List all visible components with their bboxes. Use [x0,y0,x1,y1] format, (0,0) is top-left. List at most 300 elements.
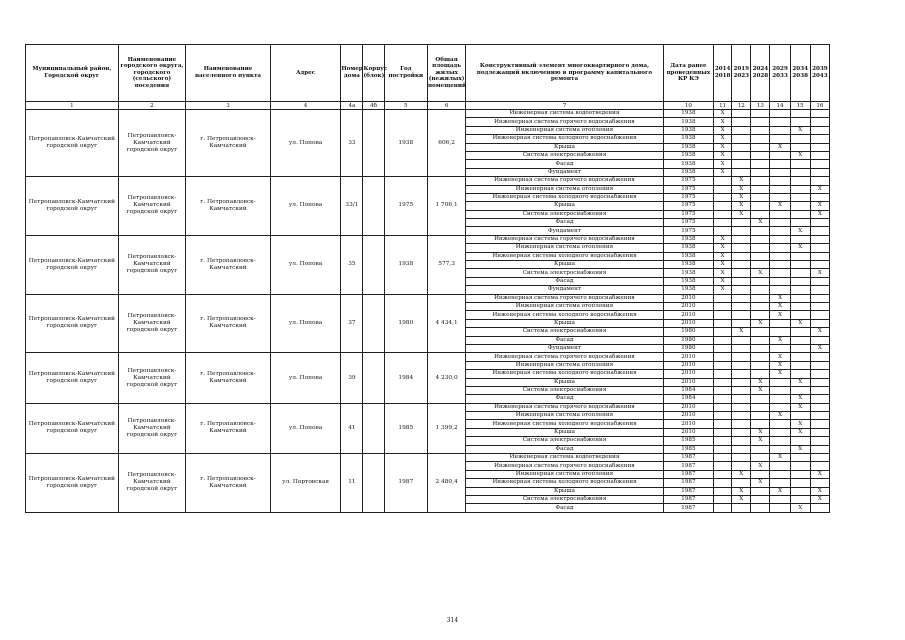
house-number-cell: 35 [341,235,363,294]
period-mark-cell: X [714,252,732,260]
period-mark-cell: X [810,495,829,503]
period-mark-cell [810,319,829,327]
period-mark-cell [732,336,751,344]
period-mark-cell: X [770,202,790,210]
period-mark-cell: X [770,454,790,462]
period-mark-cell [732,403,751,411]
period-mark-cell [810,403,829,411]
period-mark-cell [751,395,770,403]
previous-date-cell: 1987 [663,487,713,495]
period-mark-cell [714,319,732,327]
period-mark-cell: X [770,336,790,344]
element-name-cell: Система электроснабжения [466,386,663,394]
period-mark-cell [810,219,829,227]
period-mark-cell: X [770,294,790,302]
previous-date-cell: 1938 [663,118,713,126]
element-name-cell: Инженерная система холодного водоснабжения [466,252,663,260]
period-mark-cell [790,177,810,185]
header-element: Конструктивный элемент многоквартирного дома, подлежащий включению в программу капитального ремонта [466,45,663,102]
period-mark-cell [732,504,751,512]
period-mark-cell: X [790,504,810,512]
element-name-cell: Инженерная система горячего водоснабжения [466,118,663,126]
period-mark-cell [810,151,829,159]
korpus-cell [363,235,384,294]
element-name-cell: Инженерная система отопления [466,185,663,193]
period-mark-cell [751,168,770,176]
period-mark-cell: X [732,495,751,503]
period-mark-cell [751,294,770,302]
header-locality: Наименование населенного пункта [186,45,271,102]
period-mark-cell [751,277,770,285]
locality-cell: г. Петропавловск-Камчатский [186,235,271,294]
street-cell: ул. Попова [270,177,341,236]
period-mark-cell [790,286,810,294]
period-mark-cell: X [790,319,810,327]
period-mark-cell [732,353,751,361]
table-row [26,294,830,302]
column-number-row [26,102,830,110]
period-mark-cell: X [790,227,810,235]
period-mark-cell [790,160,810,168]
period-mark-cell [751,252,770,260]
period-mark-cell [770,378,790,386]
period-mark-cell [790,202,810,210]
previous-date-cell: 1985 [663,437,713,445]
period-mark-cell [732,302,751,310]
previous-date-cell: 2010 [663,311,713,319]
period-mark-cell [732,235,751,243]
period-mark-cell [732,168,751,176]
period-mark-cell [770,118,790,126]
settlement-cell: Петропавловск-Камчатский городской округ [118,454,186,513]
period-mark-cell [770,420,790,428]
header-district: Муниципальный район, Городской округ [26,45,119,102]
header-period: 2034 2038 [790,45,810,102]
period-mark-cell [770,151,790,159]
previous-date-cell: 1985 [663,445,713,453]
previous-date-cell: 1938 [663,244,713,252]
period-mark-cell [770,244,790,252]
year-built-cell: 1980 [384,294,427,353]
column-number: 2 [118,102,186,110]
period-mark-cell [714,328,732,336]
previous-date-cell: 1938 [663,143,713,151]
period-mark-cell [790,261,810,269]
period-mark-cell: X [770,487,790,495]
previous-date-cell: 1938 [663,135,713,143]
house-number-cell: 33/1 [341,177,363,236]
district-cell: Петропавловск-Камчатский городской округ [26,403,119,453]
header-area: Общая площадь жилых (нежилых) помещений [427,45,465,102]
period-mark-cell [751,135,770,143]
period-mark-cell [714,185,732,193]
period-mark-cell [770,395,790,403]
period-mark-cell: X [732,328,751,336]
period-mark-cell [732,445,751,453]
period-mark-cell: X [714,143,732,151]
period-mark-cell [751,286,770,294]
period-mark-cell [790,269,810,277]
period-mark-cell: X [810,269,829,277]
column-number: 15 [790,102,810,110]
period-mark-cell: X [810,470,829,478]
period-mark-cell [732,261,751,269]
period-mark-cell [810,286,829,294]
korpus-cell [363,177,384,236]
previous-date-cell: 1975 [663,227,713,235]
previous-date-cell: 1984 [663,386,713,394]
district-cell: Петропавловск-Камчатский городской округ [26,177,119,236]
period-mark-cell [751,403,770,411]
period-mark-cell [714,311,732,319]
period-mark-cell [732,370,751,378]
house-number-cell: 33 [341,110,363,177]
period-mark-cell [714,420,732,428]
period-mark-cell [751,445,770,453]
previous-date-cell: 2010 [663,378,713,386]
previous-date-cell: 1987 [663,470,713,478]
area-cell: 4 434,1 [427,294,465,353]
period-mark-cell [732,219,751,227]
element-name-cell: Система электроснабжения [466,210,663,218]
period-mark-cell [714,428,732,436]
period-mark-cell [810,244,829,252]
period-mark-cell [790,185,810,193]
previous-date-cell: 2010 [663,370,713,378]
element-name-cell: Инженерная система горячего водоснабжения [466,177,663,185]
period-mark-cell: X [714,235,732,243]
period-mark-cell [751,336,770,344]
period-mark-cell [714,202,732,210]
period-mark-cell [732,135,751,143]
period-mark-cell [790,193,810,201]
element-name-cell: Крыша [466,143,663,151]
header-address: Адрес [270,45,341,102]
element-name-cell: Фундамент [466,286,663,294]
previous-date-cell: 1987 [663,504,713,512]
period-mark-cell [732,428,751,436]
period-mark-cell [810,302,829,310]
period-mark-cell [810,462,829,470]
period-mark-cell: X [714,168,732,176]
locality-cell: г. Петропавловск-Камчатский [186,110,271,177]
period-mark-cell: X [810,328,829,336]
period-mark-cell [810,193,829,201]
previous-date-cell: 1938 [663,252,713,260]
period-mark-cell [770,277,790,285]
element-name-cell: Инженерная система отопления [466,412,663,420]
period-mark-cell [790,454,810,462]
period-mark-cell: X [714,151,732,159]
period-mark-cell [714,336,732,344]
period-mark-cell [770,269,790,277]
settlement-cell: Петропавловск-Камчатский городской округ [118,110,186,177]
period-mark-cell [751,370,770,378]
period-mark-cell [732,227,751,235]
period-mark-cell [790,437,810,445]
period-mark-cell: X [810,344,829,352]
element-name-cell: Инженерная система горячего водоснабжения [466,294,663,302]
period-mark-cell [810,261,829,269]
period-mark-cell: X [714,269,732,277]
period-mark-cell: X [770,370,790,378]
period-mark-cell [770,328,790,336]
period-mark-cell [790,412,810,420]
period-mark-cell [732,160,751,168]
element-name-cell: Фасад [466,160,663,168]
column-number: 6 [427,102,465,110]
period-mark-cell [810,361,829,369]
year-built-cell: 1938 [384,110,427,177]
korpus-cell [363,294,384,353]
period-mark-cell [751,143,770,151]
period-mark-cell [732,479,751,487]
element-name-cell: Крыша [466,319,663,327]
house-number-cell: 39 [341,353,363,403]
element-name-cell: Инженерная система водоотведения [466,454,663,462]
period-mark-cell [751,160,770,168]
period-mark-cell: X [732,202,751,210]
period-mark-cell: X [714,110,732,118]
previous-date-cell: 2010 [663,353,713,361]
table-row [26,110,830,118]
period-mark-cell [810,135,829,143]
period-mark-cell [810,395,829,403]
period-mark-cell [714,462,732,470]
period-mark-cell: X [751,319,770,327]
previous-date-cell: 1938 [663,160,713,168]
header-house-number: Номер дома [341,45,363,102]
period-mark-cell [751,412,770,420]
capital-repair-table [25,44,830,513]
period-mark-cell [810,126,829,134]
settlement-cell: Петропавловск-Камчатский городской округ [118,353,186,403]
previous-date-cell: 1987 [663,462,713,470]
element-name-cell: Система электроснабжения [466,328,663,336]
previous-date-cell: 1975 [663,193,713,201]
previous-date-cell: 1938 [663,277,713,285]
period-mark-cell [790,168,810,176]
previous-date-cell: 1987 [663,479,713,487]
element-name-cell: Система электроснабжения [466,151,663,159]
period-mark-cell: X [751,462,770,470]
korpus-cell [363,353,384,403]
period-mark-cell [714,378,732,386]
period-mark-cell [810,177,829,185]
element-name-cell: Инженерная система отопления [466,126,663,134]
period-mark-cell [714,395,732,403]
street-cell: ул. Попова [270,294,341,353]
element-name-cell: Фундамент [466,344,663,352]
period-mark-cell [714,487,732,495]
previous-date-cell: 1938 [663,168,713,176]
period-mark-cell [751,193,770,201]
previous-date-cell: 1938 [663,151,713,159]
previous-date-cell: 1987 [663,454,713,462]
element-name-cell: Фундамент [466,168,663,176]
period-mark-cell [751,261,770,269]
period-mark-cell [732,269,751,277]
period-mark-cell: X [770,311,790,319]
period-mark-cell [810,252,829,260]
element-name-cell: Система электроснабжения [466,495,663,503]
period-mark-cell [810,311,829,319]
period-mark-cell [790,336,810,344]
column-number: 14 [770,102,790,110]
element-name-cell: Фасад [466,336,663,344]
column-number: 11 [714,102,732,110]
period-mark-cell [732,252,751,260]
period-mark-cell [732,311,751,319]
period-mark-cell [810,235,829,243]
period-mark-cell [732,118,751,126]
period-mark-cell [810,445,829,453]
period-mark-cell [770,403,790,411]
period-mark-cell [751,487,770,495]
header-row [26,45,830,102]
year-built-cell: 1938 [384,235,427,294]
period-mark-cell [751,126,770,134]
period-mark-cell [714,227,732,235]
period-mark-cell: X [732,487,751,495]
period-mark-cell [714,294,732,302]
period-mark-cell: X [751,219,770,227]
period-mark-cell [714,437,732,445]
header-korpus: Корпус (блок) [363,45,384,102]
period-mark-cell [810,386,829,394]
period-mark-cell [790,252,810,260]
house-number-cell: 41 [341,403,363,453]
period-mark-cell [732,277,751,285]
previous-date-cell: 1938 [663,261,713,269]
year-built-cell: 1975 [384,177,427,236]
period-mark-cell [810,437,829,445]
area-cell: 4 230,0 [427,353,465,403]
period-mark-cell [732,361,751,369]
previous-date-cell: 1975 [663,202,713,210]
element-name-cell: Инженерная система горячего водоснабжения [466,235,663,243]
period-mark-cell [810,168,829,176]
period-mark-cell [810,353,829,361]
element-name-cell: Инженерная система холодного водоснабжения [466,420,663,428]
period-mark-cell [714,177,732,185]
korpus-cell [363,110,384,177]
period-mark-cell [751,504,770,512]
header-period: 2019 2023 [732,45,751,102]
period-mark-cell [732,319,751,327]
period-mark-cell [790,219,810,227]
period-mark-cell [714,504,732,512]
period-mark-cell: X [770,353,790,361]
period-mark-cell [770,504,790,512]
period-mark-cell [790,495,810,503]
previous-date-cell: 2010 [663,428,713,436]
period-mark-cell: X [810,185,829,193]
district-cell: Петропавловск-Камчатский городской округ [26,294,119,353]
period-mark-cell [732,386,751,394]
element-name-cell: Крыша [466,428,663,436]
area-cell: 577,3 [427,235,465,294]
header-settlement: Наименование городского округа, городского (сельского) поседения [118,45,186,102]
period-mark-cell [714,219,732,227]
period-mark-cell: X [751,378,770,386]
period-mark-cell [751,227,770,235]
previous-date-cell: 1980 [663,328,713,336]
table-row [26,235,830,243]
period-mark-cell [714,454,732,462]
period-mark-cell [751,202,770,210]
period-mark-cell [790,328,810,336]
period-mark-cell [790,110,810,118]
period-mark-cell [790,235,810,243]
column-number: 4б [363,102,384,110]
element-name-cell: Инженерная система отопления [466,470,663,478]
period-mark-cell: X [714,286,732,294]
period-mark-cell [770,319,790,327]
column-number: 16 [810,102,829,110]
period-mark-cell [714,370,732,378]
period-mark-cell [751,210,770,218]
period-mark-cell [770,437,790,445]
period-mark-cell: X [790,445,810,453]
period-mark-cell: X [732,470,751,478]
period-mark-cell [790,479,810,487]
period-mark-cell [810,370,829,378]
period-mark-cell: X [770,143,790,151]
period-mark-cell [770,219,790,227]
element-name-cell: Крыша [466,202,663,210]
previous-date-cell: 1938 [663,126,713,134]
period-mark-cell [770,252,790,260]
period-mark-cell [810,412,829,420]
period-mark-cell [751,344,770,352]
column-number: 10 [663,102,713,110]
previous-date-cell: 1975 [663,177,713,185]
year-built-cell: 1985 [384,403,427,453]
locality-cell: г. Петропавловск-Камчатский [186,353,271,403]
period-mark-cell [770,110,790,118]
period-mark-cell [770,344,790,352]
period-mark-cell: X [714,160,732,168]
element-name-cell: Инженерная система холодного водоснабжения [466,370,663,378]
street-cell: ул. Попова [270,353,341,403]
period-mark-cell [751,328,770,336]
period-mark-cell: X [790,126,810,134]
previous-date-cell: 1938 [663,286,713,294]
period-mark-cell [732,294,751,302]
period-mark-cell: X [770,361,790,369]
period-mark-cell [790,210,810,218]
period-mark-cell: X [732,177,751,185]
street-cell: ул. Попова [270,235,341,294]
period-mark-cell [751,302,770,310]
header-period: 2014 2018 [714,45,732,102]
period-mark-cell [770,227,790,235]
period-mark-cell [810,143,829,151]
period-mark-cell [732,244,751,252]
period-mark-cell [751,235,770,243]
previous-date-cell: 1938 [663,235,713,243]
element-name-cell: Фасад [466,277,663,285]
period-mark-cell [714,193,732,201]
period-mark-cell [810,227,829,235]
period-mark-cell [732,437,751,445]
area-cell: 1 706,1 [427,177,465,236]
element-name-cell: Инженерная система горячего водоснабжения [466,462,663,470]
period-mark-cell [810,504,829,512]
period-mark-cell [732,378,751,386]
period-mark-cell: X [732,185,751,193]
